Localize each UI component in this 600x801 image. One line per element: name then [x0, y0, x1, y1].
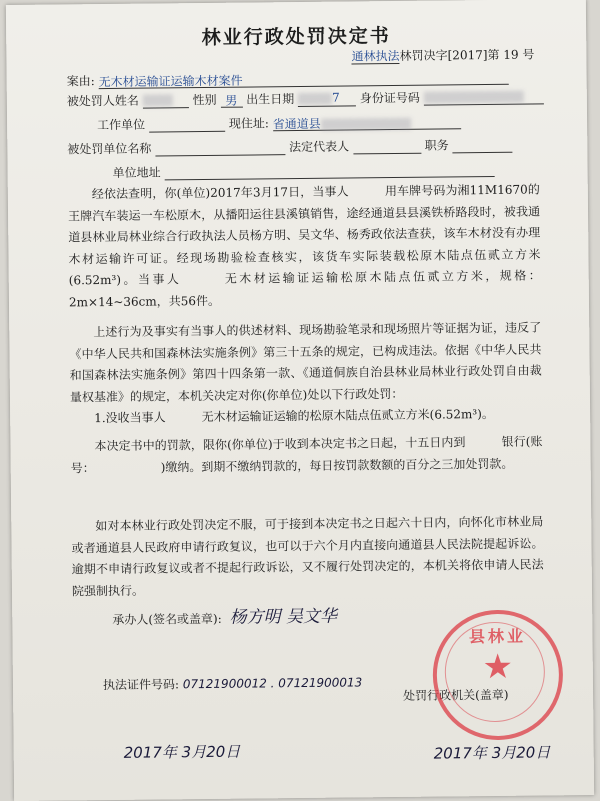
- document-title: 林业行政处罚决定书: [201, 25, 391, 50]
- appeal-paragraph: 如对本林业行政处罚决定不服，可于接到本决定书之日起六十日内，向怀化市林业局 或者通道县人民政府申请行政复议，也可以于六个月内直接向通道县人民法院提起诉讼。逾期不申请行政复议或者不提起行政诉讼，又不履行处罚决定的，本机关将依申请人民法院强制执行。: [71, 514, 544, 598]
- case-reason-row: [67, 68, 509, 90]
- doc-number-suffix: 林罚决字[2017]第 19 号: [399, 47, 535, 63]
- official-seal: [432, 609, 563, 740]
- gender-text: 男: [225, 93, 238, 108]
- penalty-item-1: 1.没收当事人 无木材运输证运输的松原木陆点伍贰立方米(6.52m³)。: [94, 406, 494, 426]
- person-name-value: [143, 92, 189, 108]
- authority-label: 处罚行政机关(盖章): [403, 687, 509, 703]
- birth-visible-text: 7: [331, 90, 340, 105]
- position-label: 职务: [424, 138, 449, 153]
- work-unit-value: [149, 116, 225, 133]
- gender-label: 性别: [192, 92, 217, 108]
- unit-address-row: [113, 160, 495, 181]
- document-sheet: [6, 0, 594, 801]
- cert-numbers: 07121900012 . 07121900013: [182, 675, 363, 692]
- facts-paragraph: 经依法查明，你(单位)2017年3月17日，当事人 用车牌号码为湘11M1670的王牌汽车装运一车松原木，从播阳运往县溪镇销售，途经通道县县溪铁桥路段时，被我通道县林业局林业综合行政执法人员杨方明、吴文华、杨秀政依法查获，该车木材没有办理木材运输许可证。经现场勘验检查核实，该货车实际装载松原木陆点伍贰立方米(6.52m³)。当事人 无木材运输证运输松原木陆点伍贰立方米，规格：2m×14~36cm，共56件。: [67, 182, 541, 309]
- id-label: 身份证号码: [359, 90, 420, 106]
- date-left: 2017年 3月20日: [123, 742, 241, 762]
- unit-address-value: [164, 161, 494, 180]
- redacted-birth: [298, 92, 332, 104]
- gender-value: [220, 92, 242, 108]
- work-row: [97, 112, 461, 133]
- address-value: [273, 113, 461, 131]
- unit-row: [67, 136, 512, 158]
- position-value: [452, 137, 512, 154]
- handler-label: 承办人(签名或盖章):: [112, 611, 222, 627]
- case-reason-label: 案由:: [66, 74, 95, 89]
- work-unit-label: 工作单位: [97, 117, 146, 133]
- address-label: 现住址:: [228, 116, 269, 131]
- case-reason-value: [98, 69, 508, 89]
- date-right: 2017年 3月20日: [433, 743, 551, 763]
- cert-label: 执法证件号码:: [102, 677, 180, 693]
- legal-rep-value: [353, 138, 421, 155]
- redacted-id: [424, 90, 524, 103]
- birth-label: 出生日期: [246, 92, 295, 107]
- violation-paragraph: 上述行为及事实有当事人的供述材料、现场勘验笔录和现场照片等证据为证，违反了《中华人民共和国森林法实施条例》第三十五条的规定，已构成违法。依据《中华人民共和国森林法实施条例》第四十四条第一款、《通道侗族自治县林业局林业行政处罚自由裁量权基准》的规定，本机关决定对你(你单位)处以下行政处罚：: [69, 320, 542, 404]
- cert-row: [103, 673, 362, 693]
- handler-signature: 杨方明 吴文华: [229, 606, 338, 628]
- unit-address-label: 单位地址: [112, 165, 161, 180]
- unit-name-label: 被处罚单位名称: [67, 141, 152, 157]
- unit-name-value: [155, 139, 285, 156]
- redacted-address: [321, 117, 411, 130]
- seal-text: 县林业: [468, 626, 527, 647]
- seal-star-icon: ★: [482, 646, 514, 688]
- redacted-name: [143, 94, 173, 106]
- person-row: [67, 87, 544, 109]
- address-text: 省通道县: [272, 116, 321, 132]
- legal-rep-label: 法定代表人: [288, 139, 350, 155]
- document-number: [351, 46, 534, 65]
- birth-value: [298, 90, 356, 107]
- doc-number-prefix: 通林执法: [351, 48, 400, 64]
- handler-row: [112, 602, 337, 629]
- id-value: [424, 88, 544, 105]
- person-name-label: 被处罚人姓名: [66, 93, 139, 109]
- case-reason-text: 无木材运输证运输木材案件: [98, 73, 243, 90]
- fine-payment-paragraph: 本决定书中的罚款，限你(你单位)于收到本决定书之日起，十五日内到 银行(账号： )缴纳。到期不缴纳罚款的，每日按罚款数额的百分之三加处罚款。: [70, 434, 543, 475]
